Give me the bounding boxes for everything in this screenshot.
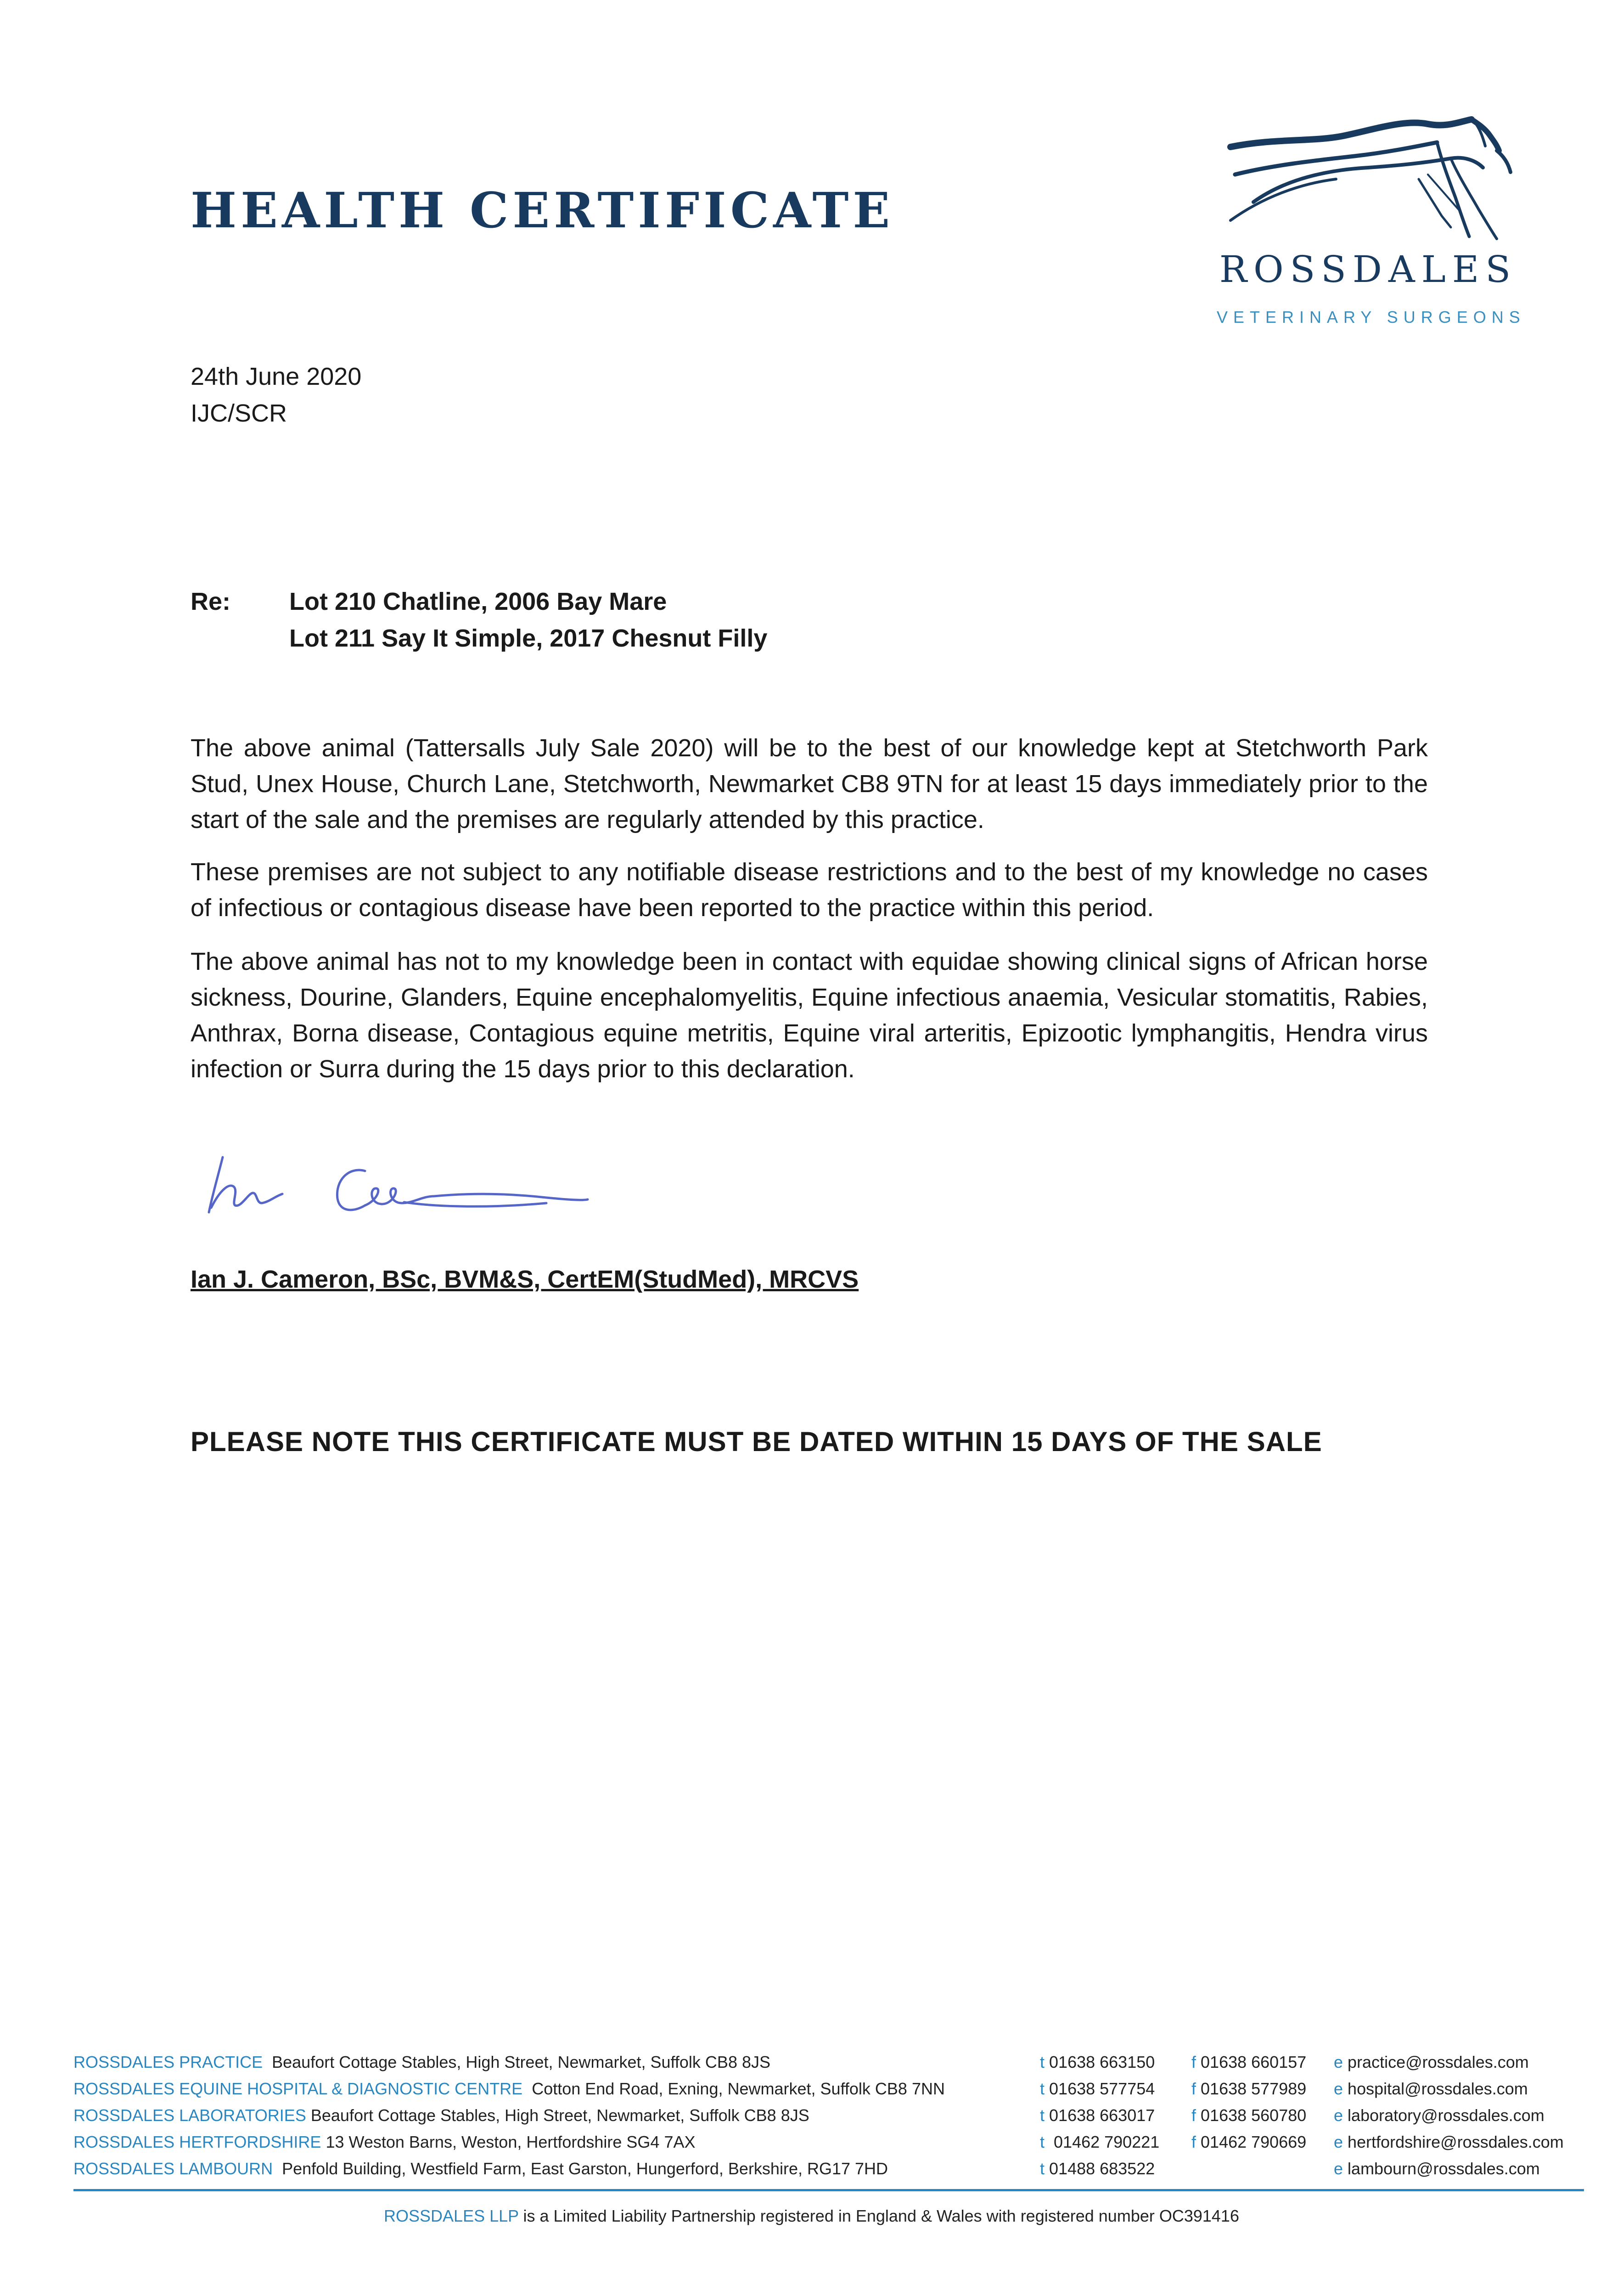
footer-offices xyxy=(73,2053,1589,2186)
brand-name: ROSSDALES xyxy=(1219,248,1517,291)
phone-prefix: t xyxy=(1040,2133,1045,2151)
office-phone: 01638 577754 xyxy=(1049,2079,1155,2098)
lot-line: Lot 211 Say It Simple, 2017 Chesnut Filly xyxy=(289,625,768,652)
handwritten-signature xyxy=(184,1139,597,1240)
lot-line: Lot 210 Chatline, 2006 Bay Mare xyxy=(289,588,667,615)
email-prefix: e xyxy=(1334,2053,1343,2071)
office-phone: 01638 663017 xyxy=(1049,2106,1155,2125)
page-title: HEALTH CERTIFICATE xyxy=(191,181,894,239)
office-address: Penfold Building, Westfield Farm, East Garston, Hungerford, Berkshire, RG17 7HD xyxy=(282,2159,888,2178)
footer-row xyxy=(73,2053,1589,2079)
paragraph-contact: The above animal has not to my knowledge been in contact with equidae showing clinical signs of African horse sickness, Dourine, Glanders, Equine encephalomyelitis, Equine infectious anaemia, Vesicular stomatitis, Rabies, Anthrax, Borna disease, Contagious equine metritis, Equine viral arteritis, Epizootic lymphangitis, Hendra virus infection or Surra during the 15 days prior to this declaration. xyxy=(191,948,1428,1083)
office-name: ROSSDALES LABORATORIES xyxy=(73,2106,306,2125)
email-prefix: e xyxy=(1334,2106,1343,2125)
paragraph-restrictions: These premises are not subject to any notifiable disease restrictions and to the best of my knowledge no cases of infectious or contagious disease have been reported to the practice within this period. xyxy=(191,858,1428,922)
fax-prefix: f xyxy=(1191,2133,1196,2151)
phone-prefix: t xyxy=(1040,2079,1045,2098)
footer-divider xyxy=(73,2189,1584,2191)
email-prefix: e xyxy=(1334,2079,1343,2098)
fax-prefix: f xyxy=(1191,2053,1196,2071)
office-address: Beaufort Cottage Stables, High Street, Newmarket, Suffolk CB8 8JS xyxy=(272,2053,770,2071)
office-phone: 01638 663150 xyxy=(1049,2053,1155,2071)
phone-prefix: t xyxy=(1040,2053,1045,2071)
office-address: Beaufort Cottage Stables, High Street, Newmarket, Suffolk CB8 8JS xyxy=(310,2106,809,2125)
paragraph-premises: The above animal (Tattersalls July Sale 2020) will be to the best of our knowledge kept at Stetchworth Park Stud, Unex House, Church Lane, Stetchworth, Newmarket CB8 9TN for at least 15 days immediately prior to the start of the sale and the premises are regularly attended by this practice. xyxy=(191,734,1428,833)
footer-row xyxy=(73,2133,1589,2159)
office-name: ROSSDALES PRACTICE xyxy=(73,2053,263,2071)
office-email[interactable]: hospital@rossdales.com xyxy=(1348,2079,1528,2098)
office-phone: 01488 683522 xyxy=(1049,2159,1155,2178)
office-fax: 01638 560780 xyxy=(1201,2106,1307,2125)
office-email[interactable]: hertfordshire@rossdales.com xyxy=(1348,2133,1564,2151)
phone-prefix: t xyxy=(1040,2159,1045,2178)
footer-row xyxy=(73,2159,1589,2186)
email-prefix: e xyxy=(1334,2133,1343,2151)
fax-prefix: f xyxy=(1191,2079,1196,2098)
office-name: ROSSDALES EQUINE HOSPITAL & DIAGNOSTIC CENTRE xyxy=(73,2079,523,2098)
office-fax: 01638 577989 xyxy=(1201,2079,1307,2098)
phone-prefix: t xyxy=(1040,2106,1045,2125)
letter-date: 24th June 2020 xyxy=(191,363,362,390)
subject-label: Re: xyxy=(191,588,231,615)
office-email[interactable]: laboratory@rossdales.com xyxy=(1348,2106,1544,2125)
office-fax: 01462 790669 xyxy=(1201,2133,1307,2151)
footer-row xyxy=(73,2106,1589,2133)
email-prefix: e xyxy=(1334,2159,1343,2178)
rossdales-logo xyxy=(1217,110,1526,340)
signatory-name: Ian J. Cameron, BSc, BVM&S, CertEM(StudMed), MRCVS xyxy=(191,1266,859,1293)
office-email[interactable]: lambourn@rossdales.com xyxy=(1348,2159,1540,2178)
dating-note: PLEASE NOTE THIS CERTIFICATE MUST BE DATED WITHIN 15 DAYS OF THE SALE xyxy=(191,1426,1322,1457)
office-email[interactable]: practice@rossdales.com xyxy=(1348,2053,1529,2071)
brand-subtitle: VETERINARY SURGEONS xyxy=(1217,308,1526,326)
office-phone: 01462 790221 xyxy=(1054,2133,1160,2151)
footer-row xyxy=(73,2079,1589,2106)
letter-meta xyxy=(191,358,361,432)
office-address: 13 Weston Barns, Weston, Hertfordshire SG4 7AX xyxy=(326,2133,696,2151)
fax-prefix: f xyxy=(1191,2106,1196,2125)
letter-reference: IJC/SCR xyxy=(191,400,287,427)
office-name: ROSSDALES LAMBOURN xyxy=(73,2159,273,2178)
legal-text: is a Limited Liability Partnership registered in England & Wales with registered number OC391416 xyxy=(523,2206,1239,2225)
legal-notice xyxy=(0,2206,1623,2226)
horse-logo-icon xyxy=(1221,110,1515,243)
office-address: Cotton End Road, Exning, Newmarket, Suffolk CB8 7NN xyxy=(532,2079,945,2098)
legal-entity-name: ROSSDALES LLP xyxy=(384,2206,519,2225)
office-fax: 01638 660157 xyxy=(1201,2053,1307,2071)
office-name: ROSSDALES HERTFORDSHIRE xyxy=(73,2133,321,2151)
